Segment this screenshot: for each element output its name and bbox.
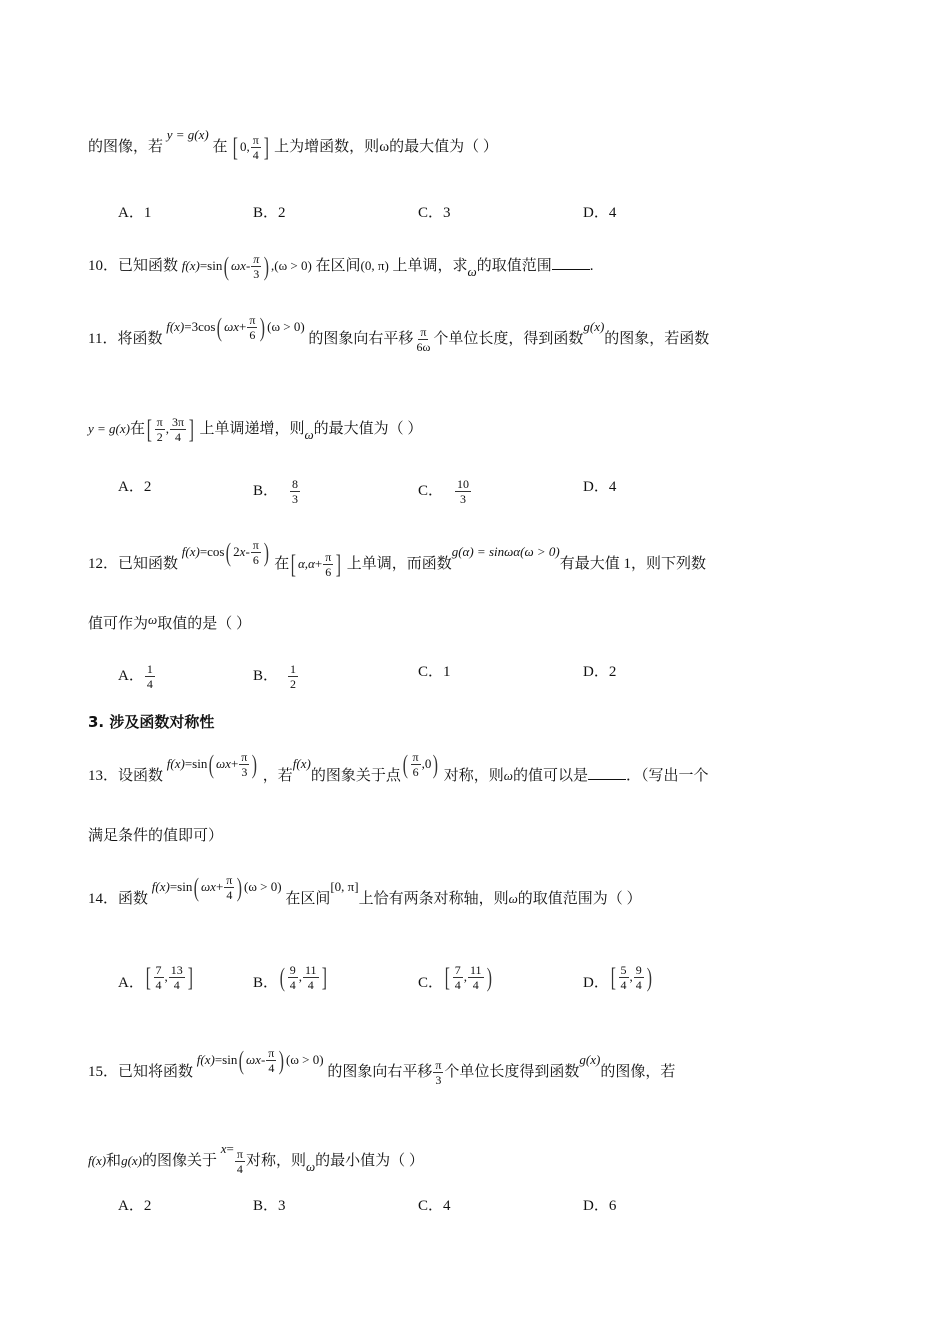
q10-stem: 10．已知函数 f(x)=sin( ωx- $\frac{\pi}{3}$ ) ,(ω > 0) 在区间(0, π) 上单调，求ω的取值范围 .	[88, 251, 594, 281]
q9-omega: ω	[379, 138, 390, 155]
q15-stem	[88, 1045, 676, 1087]
q15-cont-c: 对称，则	[245, 1152, 306, 1169]
q11-shift-frac: $\frac{\pi}{6\omega}$	[416, 325, 431, 354]
q14-number: 14．函数	[88, 890, 149, 907]
q14-stem	[88, 872, 642, 914]
q15-function: f(x)=sin( ωx- $\frac{\pi}{4}$ ) (ω > 0)	[196, 1045, 324, 1075]
q11-cont-b: 上单调递增，则	[199, 420, 305, 437]
q13-fx: f(x)	[292, 755, 311, 771]
bracket-left: [	[233, 132, 239, 162]
q11-gx: g(x)	[583, 318, 605, 334]
q15-shift-frac: $\frac{\pi}{3}$	[435, 1058, 442, 1087]
q12-text-c: 有最大值 1，则下列数	[559, 555, 707, 572]
q9-interval-frac: $\frac{\pi}{4}$	[252, 133, 259, 162]
q10-end: .	[589, 257, 594, 274]
q12-omega: ω	[148, 612, 158, 627]
q15-stem-cont: f(x)和g(x)的图像关于 x= $\frac{\pi}{4}$ 对称，则ω的最小值为（ ）	[88, 1140, 424, 1176]
q9-option-b[interactable]: B．2	[253, 205, 286, 221]
q11-number: 11．将函数	[88, 330, 163, 347]
q11-option-a[interactable]: A．2	[118, 479, 152, 495]
q12-option-b[interactable]: B． $\frac{1}{2}$	[253, 662, 297, 691]
q15-cont-d: 的最小值为（ ）	[315, 1152, 424, 1169]
q11-function: f(x)=3cos( ωx+ $\frac{\pi}{6}$ ) (ω > 0)	[166, 312, 305, 342]
q11-option-c[interactable]: C． $\frac{10}{3}$	[418, 477, 470, 506]
q11-text-b: 个单位长度，得到函数	[433, 330, 584, 347]
q12-galpha: g(α) = sinωα(ω > 0)	[451, 543, 560, 559]
q12-option-d[interactable]: D．2	[583, 664, 617, 680]
q9-text-a: 的图像，若	[88, 138, 164, 155]
q15-fx: f(x)	[88, 1152, 107, 1168]
q10-answer-blank[interactable]	[552, 255, 590, 270]
q15-gx: g(x)	[579, 1051, 601, 1067]
q15-option-d[interactable]: D．6	[583, 1198, 617, 1214]
q9-option-d[interactable]: D．4	[583, 205, 617, 221]
q9-text-b: 在	[212, 138, 228, 155]
bracket-right: ]	[263, 132, 269, 162]
q12-number: 12．已知函数	[88, 555, 179, 572]
q15-omega: ω	[305, 1158, 316, 1174]
q14-option-a[interactable]: A．[ $\frac{7}{4}$ , $\frac{13}{4}$ ]	[118, 962, 193, 992]
q10-text-tail-a: 上单调，求	[392, 257, 468, 274]
q15-option-b[interactable]: B．3	[253, 1198, 286, 1214]
q13-stem	[88, 749, 709, 791]
q10-frac: $\frac{\pi}{3}$	[253, 252, 260, 281]
q14-omega: ω	[508, 890, 518, 906]
q14-option-b[interactable]: B．( $\frac{9}{4}$ , $\frac{11}{4}$ ]	[253, 962, 327, 992]
q15-axis-frac: $\frac{\pi}{4}$	[236, 1147, 243, 1176]
q11-option-b[interactable]: B． $\frac{8}{3}$	[253, 477, 299, 506]
q9-stem: 的图像，若 y = g(x) 在 [ 0, $\frac{\pi}{4}$ ] 上为增函数，则ω的最大值为（ ）	[88, 126, 498, 162]
q14-option-d[interactable]: D．[ $\frac{5}{4}$ , $\frac{9}{4}$ )	[583, 962, 652, 992]
q12-option-a[interactable]: A． $\frac{1}{4}$	[118, 662, 153, 691]
q15-option-a[interactable]: A．2	[118, 1198, 152, 1214]
q13-number: 13．设函数	[88, 767, 164, 784]
q14-text-c: 的取值范围为（ ）	[517, 890, 642, 907]
q13-text-e: ．（写出一个	[625, 767, 709, 784]
q15-text-c: 的图像，若	[600, 1063, 676, 1080]
q14-text-b: 上恰有两条对称轴，则	[358, 890, 509, 907]
q11-stem	[88, 312, 710, 354]
q11-option-d[interactable]: D．4	[583, 479, 617, 495]
q10-text-mid: 在区间	[315, 257, 361, 274]
q13-text-c: 对称，则	[443, 767, 504, 784]
q13-omega: ω	[503, 767, 513, 783]
section-heading: 3. 涉及函数对称性	[88, 713, 215, 731]
q9-text-c: 上为增函数，则	[274, 138, 380, 155]
q13-answer-blank[interactable]	[588, 765, 626, 780]
q14-function: f(x)=sin( ωx+ $\frac{\pi}{4}$ ) (ω > 0)	[151, 872, 282, 902]
q15-text-a: 的图象向右平移	[327, 1063, 433, 1080]
q13-function: f(x)=sin( ωx+ $\frac{\pi}{3}$ )	[166, 749, 258, 779]
q10-number: 10．已知函数	[88, 257, 179, 274]
q11-omega: ω	[304, 426, 314, 442]
q14-text-a: 在区间	[285, 890, 331, 907]
q11-y-eq-gx: y = g(x)	[88, 420, 130, 436]
q11-cont-a: 在	[129, 420, 145, 437]
q10-text-tail-b: 的取值范围	[476, 257, 552, 274]
q15-cont-a: 和	[106, 1152, 122, 1169]
q14-option-c[interactable]: C．[ $\frac{7}{4}$ , $\frac{11}{4}$ )	[418, 962, 492, 992]
q15-number: 15．已知将函数	[88, 1063, 194, 1080]
q11-cont-c: 的最大值为（ ）	[313, 420, 423, 437]
q15-cont-b: 的图像关于	[142, 1152, 218, 1169]
q10-interval: (0, π)	[360, 257, 389, 273]
q15-text-b: 个单位长度得到函数	[444, 1063, 580, 1080]
q9-option-c[interactable]: C．3	[418, 205, 451, 221]
q15-option-c[interactable]: C．4	[418, 1198, 451, 1214]
q10-fx: f(x)	[181, 257, 200, 273]
q12-option-c[interactable]: C．1	[418, 664, 451, 680]
q14-interval: [0, π]	[330, 878, 359, 894]
q9-option-a[interactable]: A．1	[118, 205, 152, 221]
q13-text-b: 的图象关于点	[310, 767, 401, 784]
q12-text-b: 上单调，而函数	[346, 555, 452, 572]
q11-text-c: 的图象，若函数	[604, 330, 710, 347]
q10-omega: ω	[467, 263, 477, 279]
q13-stem-cont: 满足条件的值即可）	[88, 828, 224, 844]
q9-text-d: 的最大值为（ ）	[389, 138, 498, 155]
q12-stem: 12．已知函数 f(x)=cos( 2x- $\frac{\pi}{6}$ ) 在[ α,α+ $\frac{\pi}{6}$ ] 上单调，而函数g(α) = sinωα(ω > 0)有最大值 1，则下列数	[88, 537, 707, 579]
q12-cont-b: 取值的是（ ）	[157, 616, 251, 632]
q12-cont-a: 值可作为	[88, 616, 149, 632]
q11-text-a: 的图象向右平移	[308, 330, 414, 347]
q10-cond: (ω > 0)	[274, 257, 312, 273]
q13-point: ( $\frac{\pi}{6}$ ,0)	[402, 749, 439, 779]
q15-gx2: g(x)	[121, 1152, 142, 1168]
q12-text-a: 在	[274, 555, 290, 572]
q13-text-d: 的值可以是	[512, 767, 588, 784]
q12-stem-cont	[88, 614, 251, 634]
q12-function: f(x)=cos( 2x- $\frac{\pi}{6}$ )	[181, 537, 269, 567]
q13-text-a: ，若	[262, 767, 293, 784]
q11-stem-cont: y = g(x)在[ $\frac{\pi}{2}$ , $\frac{3\pi}{4}$ ] 上单调递增，则ω的最大值为（ ）	[88, 414, 423, 444]
q9-y-eq-gx: y = g(x)	[166, 126, 209, 142]
